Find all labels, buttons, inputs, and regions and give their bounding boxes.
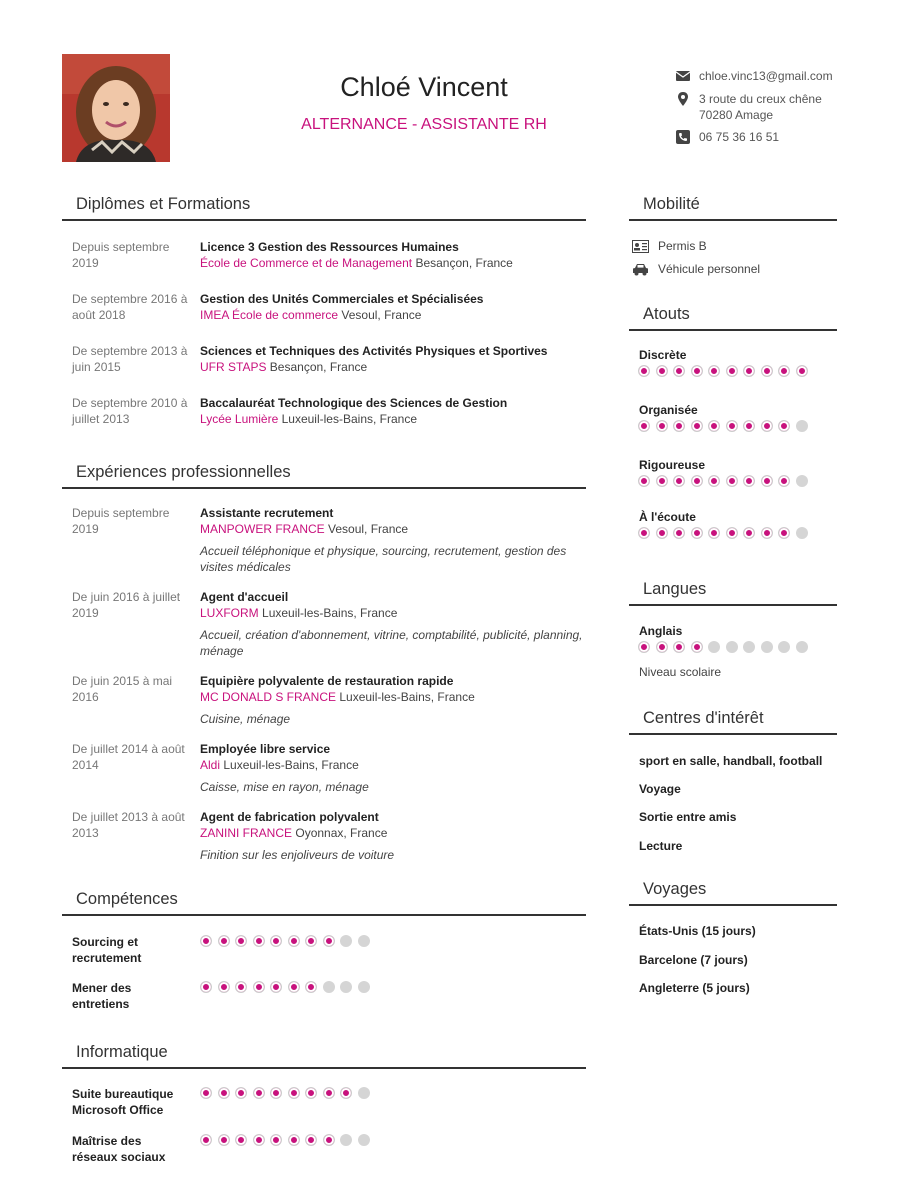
experience-info — [200, 741, 590, 795]
rating-dot-filled — [270, 1134, 282, 1146]
education-location: Besançon, France — [415, 256, 513, 270]
rating-dot-filled — [656, 641, 668, 653]
rating-dot-filled — [708, 475, 720, 487]
rating-dot-filled — [743, 475, 755, 487]
rating-dot-filled — [288, 981, 300, 993]
experience-info — [200, 505, 590, 575]
rating-dot-filled — [218, 1087, 230, 1099]
rating-dot-filled — [761, 475, 773, 487]
rating-dot-filled — [323, 1134, 335, 1146]
education-date: Depuis septembre 2019 — [72, 240, 170, 270]
experience-description: Finition sur les enjoliveurs de voiture — [200, 848, 395, 862]
education-school: École de Commerce et de Management — [200, 256, 413, 270]
travels-section-header — [629, 880, 837, 906]
experience-date: De juillet 2014 à août 2014 — [72, 742, 185, 772]
education-degree: Sciences et Techniques des Activités Physiques et Sportives — [200, 344, 548, 358]
profile-photo — [62, 54, 170, 162]
rating-dot-filled — [691, 641, 703, 653]
experience-location: Luxeuil-les-Bains, France — [223, 758, 359, 772]
education-location: Luxeuil-les-Bains, France — [281, 412, 418, 426]
experience-date: De juillet 2013 à août 2013 — [72, 810, 185, 840]
travel-item: États-Unis (15 jours) — [639, 924, 756, 938]
rating-dot-filled — [673, 420, 685, 432]
rating-dot-filled — [656, 420, 668, 432]
experience-role: Employée libre service — [200, 742, 331, 756]
experience-company: LUXFORM — [200, 606, 259, 620]
computing-label: Suite bureautique Microsoft Office — [72, 1087, 174, 1117]
experience-info — [200, 589, 590, 659]
rating-dot-filled — [638, 527, 650, 539]
mobility-item-car: Véhicule personnel — [658, 262, 761, 276]
rating-dot-filled — [656, 475, 668, 487]
language-level-note: Niveau scolaire — [639, 665, 722, 679]
rating-dot-filled — [673, 527, 685, 539]
experience-role: Agent de fabrication polyvalent — [200, 810, 379, 824]
phone-text: 06 75 36 16 51 — [699, 130, 780, 144]
experience-description: Accueil, création d'abonnement, vitrine, comptabilité, publicité, planning, ménage — [200, 628, 583, 658]
rating-dot-filled — [726, 365, 738, 377]
section-divider — [629, 219, 837, 221]
section-divider — [62, 487, 586, 489]
rating-dot-filled — [253, 981, 265, 993]
experience-company: Aldi — [200, 758, 221, 772]
rating-dot-filled — [200, 981, 212, 993]
rating-dot-empty — [796, 420, 808, 432]
rating-dot-filled — [708, 365, 720, 377]
education-degree: Gestion des Unités Commerciales et Spécialisées — [200, 292, 484, 306]
section-divider — [629, 329, 837, 331]
strength-rating — [638, 475, 808, 487]
experience-location: Vesoul, France — [328, 522, 409, 536]
interests-section-header — [629, 709, 837, 735]
rating-dot-filled — [305, 981, 317, 993]
rating-dot-empty — [340, 935, 352, 947]
rating-dot-filled — [691, 365, 703, 377]
section-divider — [62, 219, 586, 221]
strength-rating — [638, 527, 808, 539]
skill-label: Mener des entretiens — [72, 981, 132, 1011]
rating-dot-filled — [235, 1087, 247, 1099]
education-section-header — [62, 195, 586, 221]
rating-dot-filled — [691, 420, 703, 432]
skill-label: Sourcing et recrutement — [72, 935, 142, 965]
experience-date: De juin 2016 à juillet 2019 — [72, 590, 181, 620]
skills-title: Compétences — [76, 890, 178, 908]
rating-dot-filled — [778, 365, 790, 377]
education-school: UFR STAPS — [200, 360, 267, 374]
experience-role: Equipière polyvalente de restauration rapide — [200, 674, 454, 688]
experience-role: Agent d'accueil — [200, 590, 289, 604]
rating-dot-filled — [305, 935, 317, 947]
address-line1: 3 route du creux chêne — [699, 92, 822, 106]
language-label: Anglais — [639, 624, 683, 638]
rating-dot-filled — [270, 981, 282, 993]
phone-icon — [676, 130, 690, 144]
rating-dot-filled — [673, 641, 685, 653]
id-card-icon — [632, 240, 649, 253]
rating-dot-filled — [638, 475, 650, 487]
rating-dot-filled — [288, 935, 300, 947]
rating-dot-filled — [235, 981, 247, 993]
strengths-title: Atouts — [643, 305, 690, 323]
education-info — [200, 291, 590, 323]
strength-rating — [638, 420, 808, 432]
rating-dot-filled — [726, 527, 738, 539]
rating-dot-filled — [270, 935, 282, 947]
section-divider — [62, 914, 586, 916]
rating-dot-filled — [761, 365, 773, 377]
computing-label: Maîtrise des réseaux sociaux — [72, 1134, 166, 1164]
rating-dot-filled — [200, 1087, 212, 1099]
rating-dot-filled — [200, 1134, 212, 1146]
rating-dot-filled — [340, 1087, 352, 1099]
rating-dot-filled — [638, 365, 650, 377]
rating-dot-empty — [761, 641, 773, 653]
rating-dot-empty — [358, 1134, 370, 1146]
experience-title: Expériences professionnelles — [76, 463, 291, 481]
rating-dot-filled — [235, 1134, 247, 1146]
computing-rating — [200, 1087, 370, 1099]
rating-dot-filled — [253, 1134, 265, 1146]
email-text: chloe.vinc13@gmail.com — [699, 69, 833, 83]
rating-dot-filled — [200, 935, 212, 947]
strength-label: À l'écoute — [639, 510, 696, 524]
envelope-icon — [676, 69, 690, 83]
experience-company: MC DONALD S FRANCE — [200, 690, 337, 704]
education-school: Lycée Lumière — [200, 412, 279, 426]
rating-dot-filled — [305, 1134, 317, 1146]
experience-location: Luxeuil-les-Bains, France — [339, 690, 475, 704]
education-date: De septembre 2013 à juin 2015 — [72, 344, 188, 374]
interest-item: Lecture — [639, 839, 683, 853]
strength-label: Organisée — [639, 403, 698, 417]
languages-section-header — [629, 580, 837, 606]
language-rating — [638, 641, 808, 653]
education-school: IMEA École de commerce — [200, 308, 339, 322]
rating-dot-filled — [305, 1087, 317, 1099]
experience-location: Oyonnax, France — [295, 826, 388, 840]
experience-date: Depuis septembre 2019 — [72, 506, 170, 536]
rating-dot-filled — [218, 981, 230, 993]
education-info — [200, 343, 590, 375]
section-divider — [62, 1067, 586, 1069]
strength-label: Discrète — [639, 348, 687, 362]
interest-item: sport en salle, handball, football — [639, 754, 823, 768]
skill-rating — [200, 981, 370, 993]
rating-dot-filled — [743, 420, 755, 432]
experience-info — [200, 673, 590, 727]
rating-dot-empty — [358, 935, 370, 947]
experience-description: Accueil téléphonique et physique, sourcing, recrutement, gestion des visites médicales — [200, 544, 567, 574]
rating-dot-empty — [358, 981, 370, 993]
travel-item: Barcelone (7 jours) — [639, 953, 748, 967]
education-degree: Licence 3 Gestion des Ressources Humaines — [200, 240, 459, 254]
interest-item: Voyage — [639, 782, 681, 796]
rating-dot-filled — [691, 527, 703, 539]
rating-dot-empty — [358, 1087, 370, 1099]
rating-dot-filled — [638, 641, 650, 653]
experience-section-header — [62, 463, 586, 489]
rating-dot-filled — [323, 935, 335, 947]
rating-dot-filled — [761, 527, 773, 539]
rating-dot-empty — [796, 475, 808, 487]
travels-title: Voyages — [643, 880, 707, 898]
rating-dot-filled — [270, 1087, 282, 1099]
address-line2: 70280 Amage — [699, 108, 774, 122]
education-degree: Baccalauréat Technologique des Sciences de Gestion — [200, 396, 508, 410]
rating-dot-filled — [796, 365, 808, 377]
rating-dot-filled — [673, 475, 685, 487]
rating-dot-filled — [253, 935, 265, 947]
section-divider — [629, 604, 837, 606]
rating-dot-filled — [778, 420, 790, 432]
rating-dot-filled — [778, 527, 790, 539]
rating-dot-empty — [778, 641, 790, 653]
education-info — [200, 395, 590, 427]
rating-dot-filled — [691, 475, 703, 487]
section-divider — [629, 904, 837, 906]
rating-dot-filled — [253, 1087, 265, 1099]
rating-dot-empty — [743, 641, 755, 653]
experience-role: Assistante recrutement — [200, 506, 334, 520]
rating-dot-filled — [218, 935, 230, 947]
rating-dot-filled — [218, 1134, 230, 1146]
rating-dot-filled — [235, 935, 247, 947]
strength-rating — [638, 365, 808, 377]
rating-dot-filled — [656, 365, 668, 377]
rating-dot-filled — [726, 420, 738, 432]
interest-item: Sortie entre amis — [639, 810, 737, 824]
experience-description: Cuisine, ménage — [200, 712, 291, 726]
rating-dot-filled — [323, 1087, 335, 1099]
experience-description: Caisse, mise en rayon, ménage — [200, 780, 369, 794]
candidate-name: Chloé Vincent — [340, 72, 508, 102]
rating-dot-empty — [340, 1134, 352, 1146]
car-icon — [632, 263, 649, 276]
strength-label: Rigoureuse — [639, 458, 706, 472]
computing-rating — [200, 1134, 370, 1146]
strengths-section-header — [629, 305, 837, 331]
rating-dot-empty — [796, 641, 808, 653]
rating-dot-filled — [743, 527, 755, 539]
rating-dot-filled — [656, 527, 668, 539]
interests-title: Centres d'intérêt — [643, 709, 764, 727]
rating-dot-filled — [778, 475, 790, 487]
experience-company: MANPOWER FRANCE — [200, 522, 325, 536]
travel-item: Angleterre (5 jours) — [639, 981, 750, 995]
rating-dot-empty — [796, 527, 808, 539]
education-date: De septembre 2010 à juillet 2013 — [72, 396, 188, 426]
mobility-title: Mobilité — [643, 195, 700, 213]
education-info — [200, 239, 590, 271]
rating-dot-filled — [726, 475, 738, 487]
experience-info — [200, 809, 590, 863]
rating-dot-filled — [708, 527, 720, 539]
skills-section-header — [62, 890, 586, 916]
experience-company: ZANINI FRANCE — [200, 826, 293, 840]
rating-dot-filled — [761, 420, 773, 432]
section-divider — [629, 733, 837, 735]
skill-rating — [200, 935, 370, 947]
mobility-item-license: Permis B — [658, 239, 707, 253]
map-pin-icon — [676, 92, 690, 106]
experience-location: Luxeuil-les-Bains, France — [262, 606, 398, 620]
rating-dot-empty — [323, 981, 335, 993]
job-title: ALTERNANCE - ASSISTANTE RH — [301, 116, 547, 133]
computing-title: Informatique — [76, 1043, 168, 1061]
rating-dot-filled — [288, 1134, 300, 1146]
education-location: Vesoul, France — [341, 308, 422, 322]
languages-title: Langues — [643, 580, 707, 598]
rating-dot-filled — [743, 365, 755, 377]
rating-dot-filled — [288, 1087, 300, 1099]
rating-dot-filled — [638, 420, 650, 432]
rating-dot-empty — [340, 981, 352, 993]
education-location: Besançon, France — [269, 360, 368, 374]
computing-section-header — [62, 1043, 586, 1069]
mobility-section-header — [629, 195, 837, 221]
rating-dot-empty — [708, 641, 720, 653]
rating-dot-filled — [708, 420, 720, 432]
education-date: De septembre 2016 à août 2018 — [72, 292, 188, 322]
experience-date: De juin 2015 à mai 2016 — [72, 674, 173, 704]
rating-dot-empty — [726, 641, 738, 653]
education-title: Diplômes et Formations — [76, 195, 251, 213]
rating-dot-filled — [673, 365, 685, 377]
